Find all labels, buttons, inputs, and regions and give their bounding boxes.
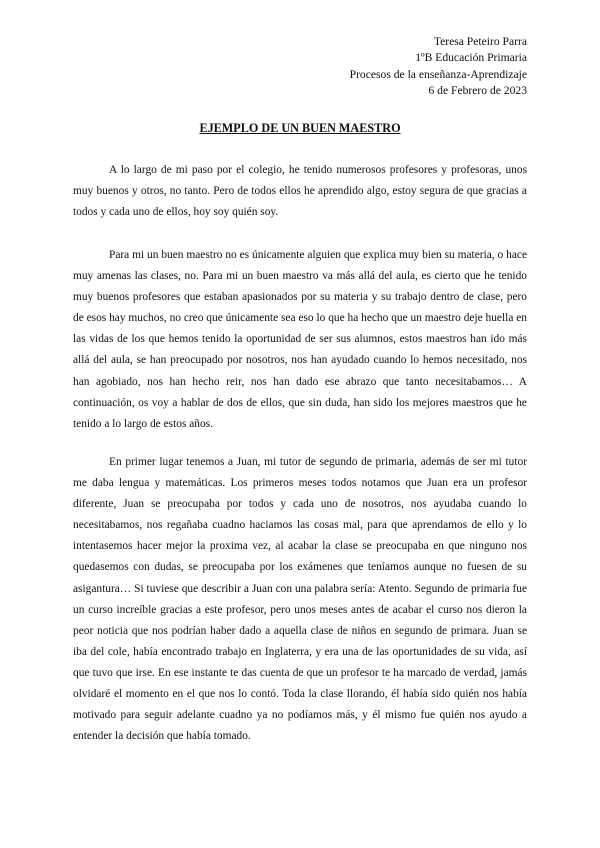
- course-name: 1ºB Educación Primaria: [415, 51, 527, 65]
- author-name: Teresa Peteiro Parra: [433, 35, 527, 48]
- paragraph-intro: A lo largo de mi paso por el colegio, he tenido numerosos profesores y profesoras, unos muy buenos y otros, no tanto. Pero de todos ellos he aprendido algo, estoy segura de que gracias a todos y cada uno de ellos, hoy soy quién soy.: [73, 164, 527, 219]
- document-header: [350, 34, 527, 99]
- document-date: 6 de Febrero de 2023: [428, 83, 527, 97]
- document-title: EJEMPLO DE UN BUEN MAESTRO: [199, 121, 401, 135]
- subject-name: Procesos de la enseñanza-Aprendizaje: [349, 67, 527, 81]
- paragraph-juan: En primer lugar tenemos a Juan, mi tutor de segundo de primaria, además de ser mi tutor me daba lengua y matemáticas. Los primeros meses todos notamos que Juan era un profesor diferente, Juan se preocupaba por todos y cada uno de nosotros, nos ayudaba cuando lo necesitabamos, nos regañaba cuadno haciamos las cosas mal, para que aprendamos de ello y lo intentasemos hacer mejor la proxima vez, al acabar la clase se preocupaba en que ninguno nos quedasemos con dudas, se preocupaba por los exámenes que teníamos aunque no fuesen de su asigantura… Si tuviese que describir a Juan con una palabra sería: Atento. Segundo de primaria fue un curso increíble gracias a este profesor, pero unos meses antes de acabar el curso nos dieron la peor noticia que nos podrían haber dado a aquella clase de niños en segundo de primara. Juan se iba del cole, había encontrado trabajo en Inglaterra, y era una de las oportunidades de su vida, así que tuvo que irse. En ese instante te das cuenta de que un profesor te ha marcado de verdad, jamás olvidaré el momento en el que nos lo contó. Toda la clase llorando, él había sido quién nos había motivado para seguir adelante cuadno ya no podíamos más, y él mismo fue quién nos ayudo a entender la decisión que había tomado.: [73, 456, 527, 743]
- paragraph-good-teacher: Para mi un buen maestro no es únicamente alguien que explica muy bien su materia, o hace muy amenas las clases, no. Para mi un buen maestro va más allá del aula, es cierto que he tenido muy buenos profesores que estaban apasionados por su materia y su trabajo dentro de clase, pero de esos hay muchos, no creo que únicamente sea eso lo que ha hecho que un maestro deje huella en las vidas de los que hemos tenido la oportunidad de ser sus alumnos, estos maestros han ido más allá del aula, se han preocupado por nosotros, nos han ayudado cuando lo hemos necesitado, nos han agobiado, nos han hecho reir, nos han dado ese abrazo que tanto necesitabamos… A continuación, os voy a hablar de dos de ellos, que sin duda, han sido los mejores maestros que he tenido a lo largo de estos años.: [73, 249, 527, 430]
